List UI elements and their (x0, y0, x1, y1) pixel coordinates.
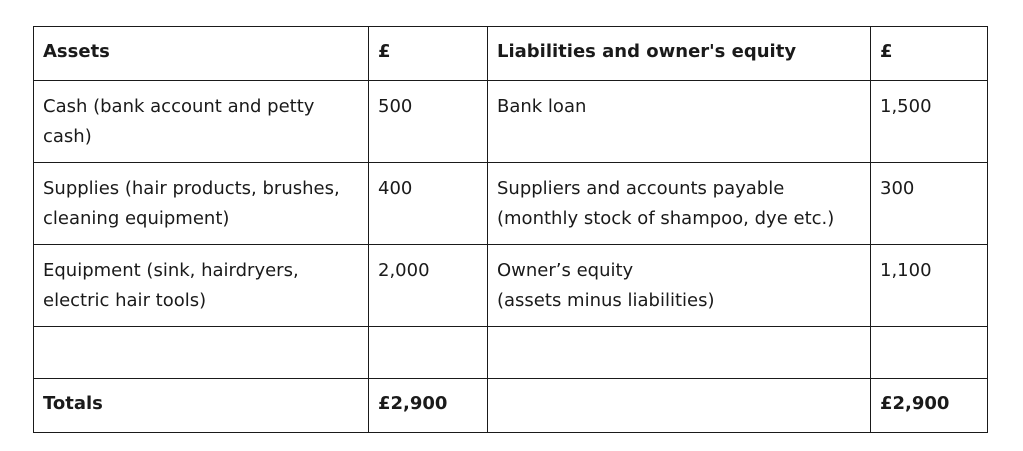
asset-value-cell: 2,000 (369, 245, 488, 327)
header-row (34, 27, 988, 81)
assets-total: £2,900 (369, 379, 488, 433)
liability-cell: Suppliers and accounts payable (monthly stock of shampoo, dye etc.) (488, 163, 871, 245)
asset-value-cell: 400 (369, 163, 488, 245)
liability-cell: Bank loan (488, 81, 871, 163)
assets-header: Assets (34, 27, 369, 81)
liability-value-cell (871, 327, 988, 379)
liabilities-currency-header: £ (871, 27, 988, 81)
liability-cell: Owner’s equity (assets minus liabilities) (488, 245, 871, 327)
liability-value-cell: 300 (871, 163, 988, 245)
liabilities-header: Liabilities and owner's equity (488, 27, 871, 81)
asset-cell (34, 327, 369, 379)
liability-value-cell: 1,100 (871, 245, 988, 327)
totals-label: Totals (34, 379, 369, 433)
asset-cell: Equipment (sink, hairdryers, electric hair tools) (34, 245, 369, 327)
assets-currency-header: £ (369, 27, 488, 81)
asset-value-cell (369, 327, 488, 379)
liability-value-cell: 1,500 (871, 81, 988, 163)
table-row (34, 163, 988, 245)
blank-row (34, 327, 988, 379)
totals-row (34, 379, 988, 433)
liability-cell (488, 327, 871, 379)
table-row (34, 81, 988, 163)
liabilities-total: £2,900 (871, 379, 988, 433)
table-row (34, 245, 988, 327)
liabilities-totals-label (488, 379, 871, 433)
asset-cell: Supplies (hair products, brushes, cleaning equipment) (34, 163, 369, 245)
balance-sheet-table (33, 26, 988, 433)
asset-value-cell: 500 (369, 81, 488, 163)
asset-cell: Cash (bank account and petty cash) (34, 81, 369, 163)
